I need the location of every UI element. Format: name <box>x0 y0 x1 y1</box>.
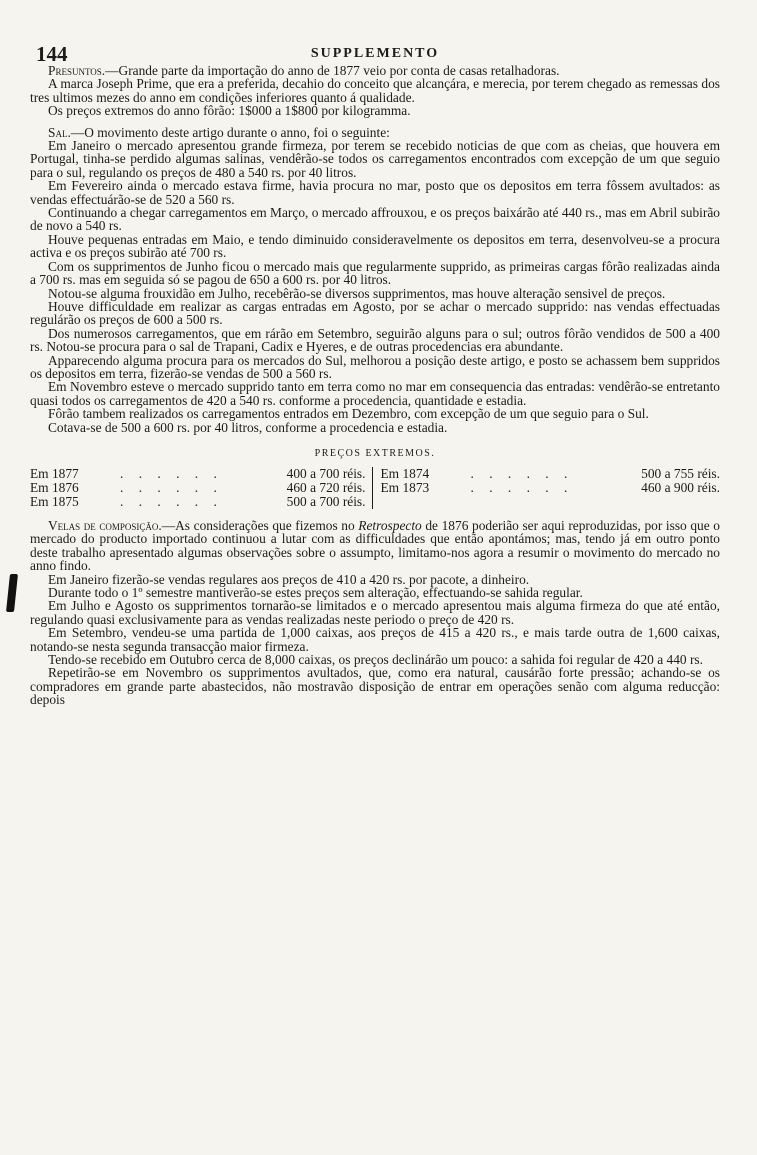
presuntos-paragraph-3: Os preços extremos do anno fôrão: 1$000 a 1$800 por kilogramma. <box>48 103 411 119</box>
price-value: 500 a 700 réis. <box>286 493 366 509</box>
document-page <box>30 42 720 707</box>
price-row <box>381 481 721 495</box>
price-year: Em 1876 <box>30 479 79 495</box>
price-year: Em 1873 <box>380 479 430 495</box>
presuntos-paragraph-1 <box>30 64 720 77</box>
velas-paragraph-1 <box>30 519 720 573</box>
velas-lead: Velas de composição. <box>48 517 162 533</box>
sal-lead: Sal. <box>48 124 71 140</box>
sal-paragraph: Apparecendo alguma procura para os mercados do Sul, melhorou a posição deste artigo, e posto se achassem bem suppridos os depositos em terra, fizerão-se vendas de 500 a 560 rs. <box>30 352 720 381</box>
presuntos-paragraph-2: A marca Joseph Prime, que era a preferida, decahio do conceito que alcançára, e merecia, por terem chegado as remessas dos tres ultimos mezes do anno em condições inferiores quanto á qualidade. <box>30 76 720 105</box>
sal-paragraph: Em Janeiro o mercado apresentou grande firmeza, por terem se recebido noticias de que com as cheias, que houvera em Portugal, tinha-se perdido algumas salinas, vendêrão-se todos os carregamentos encontrados com excepção de um que seguio para o sul, regulando os preços de 480 a 540 rs. por 40 litros. <box>30 138 720 180</box>
sal-paragraph: Continuando a chegar carregamentos em Março, o mercado affrouxou, e os preços baixárão até 440 rs., mas em Abril subirão de novo a 540 rs. <box>30 205 720 234</box>
page-number: 144 <box>36 42 68 66</box>
running-title: SUPPLEMENTO <box>310 46 440 61</box>
price-year: Em 1877 <box>30 465 79 481</box>
velas-paragraph: Tendo-se recebido em Outubro cerca de 8,000 caixas, os preços declinárão um pouco: a sahida foi regular de 420 a 440 rs. <box>48 652 703 668</box>
price-leader: . . . . . . <box>120 466 223 481</box>
sal-paragraph: Com os supprimentos de Junho ficou o mercado mais que regularmente supprido, as primeiras cargas fôrão realizadas ainda a 700 rs. mas em seguida só se pagou de 650 a 600 rs. por 40 litros. <box>30 258 720 288</box>
precos-extremos-title: PREÇOS EXTREMOS. <box>314 447 436 459</box>
price-row <box>30 467 366 481</box>
sal-paragraph: Notou-se alguma frouxidão em Julho, recebêrão-se diversos supprimentos, mas houve alteração sensivel de preços. <box>48 285 666 301</box>
price-row <box>381 467 721 481</box>
sal-paragraph: Em Novembro esteve o mercado supprido tanto em terra como no mar em consequencia das entradas: vendêrão-se entretanto quasi todos os carregamentos de 420 a 540 rs. conforme a procedencia, quantidade e estadia. <box>30 379 720 408</box>
precos-extremos-table <box>30 467 720 509</box>
sal-paragraph: Fôrão tambem realizados os carregamentos entrados em Dezembro, com excepção de um que seguio para o Sul. <box>48 406 649 422</box>
presuntos-lead: Presuntos. <box>48 63 106 78</box>
page-header <box>30 42 720 64</box>
price-leader: . . . . . . <box>470 466 574 481</box>
velas-retrospecto: Retrospecto <box>358 517 422 533</box>
price-row <box>30 495 366 509</box>
price-year: Em 1875 <box>30 493 79 509</box>
sal-paragraph: Em Fevereiro ainda o mercado estava firme, havia procura no mar, posto que os depositos em terra fôssem avultados: as vendas effectuárão-se de 520 a 560 rs. <box>30 178 720 207</box>
price-row <box>30 481 366 495</box>
price-value: 460 a 900 réis. <box>641 479 720 495</box>
price-value: 400 a 700 réis. <box>286 465 366 481</box>
price-value: 500 a 755 réis. <box>641 465 720 481</box>
sal-paragraph: Cotava-se de 500 a 600 rs. por 40 litros, conforme a procedencia e estadia. <box>48 419 448 435</box>
velas-text-a: —As considerações que fizemos no <box>161 517 359 533</box>
velas-text-b: de 1876 poderião ser aqui reproduzidas, por isso que o mercado do producto importado continuou a lutar com as difficuldades que então apontámos; mas, tendo já em outro ponto deste trabalho apresentado algumas observações sobre o assumpto, limitamo-nos agora a resumir o movimento do mercado no anno findo. <box>30 517 720 574</box>
velas-paragraph: Em Setembro, vendeu-se uma partida de 1,000 caixas, aos preços de 415 a 420 rs., e mais tarde outra de 1,600 caixas, notando-se nesta segunda transacção maior firmeza. <box>30 625 720 654</box>
margin-ink-mark <box>6 574 18 612</box>
price-value: 460 a 720 réis. <box>286 479 366 495</box>
price-leader: . . . . . . <box>120 480 223 495</box>
price-leader: . . . . . . <box>470 480 574 495</box>
sal-intro-text: —O movimento deste artigo durante o anno, foi o seguinte: <box>70 124 390 140</box>
presuntos-text-1: —Grande parte da importação do anno de 1877 veio por conta de casas retalhadoras. <box>105 63 560 78</box>
velas-paragraph: Em Julho e Agosto os supprimentos tornarão-se limitados e o mercado apresentou mais alguma firmeza do que até então, regulando quasi exclusivamente para as vendas realizadas neste periodo o preço de 420 rs. <box>30 598 720 627</box>
price-column-right <box>373 467 721 509</box>
velas-paragraph: Durante todo o 1º semestre mantiverão-se estes preços sem alteração, effectuando-se sahida regular. <box>48 585 583 600</box>
velas-paragraph: Repetirão-se em Novembro os supprimentos avultados, que, como era natural, causárão forte pressão; achando-se os compradores em grande parte abastecidos, não mostravão disposição de entrar em operações senão com alguma reducção: depois <box>30 665 720 708</box>
price-leader: . . . . . . <box>120 494 223 509</box>
sal-paragraph: Dos numerosos carregamentos, que em rárão em Setembro, seguirão alguns para o sul; outros fôrão vendidos de 500 a 400 rs. Notou-se procura para o sal de Trapani, Cadix e Hyeres, e de outras procedencias era abundante. <box>30 325 720 355</box>
price-column-left <box>30 467 373 509</box>
sal-intro <box>30 126 720 139</box>
velas-paragraph: Em Janeiro fizerão-se vendas regulares aos preços de 410 a 420 rs. por pacote, a dinheiro. <box>48 571 530 587</box>
sal-paragraph: Houve difficuldade em realizar as cargas entradas em Agosto, por se achar o mercado supprido: nas vendas effectuadas regulárão os preços de 600 a 500 rs. <box>30 298 720 328</box>
price-year: Em 1874 <box>380 465 430 481</box>
sal-paragraph: Houve pequenas entradas em Maio, e tendo diminuido consideravelmente os depositos em terra, desenvolveu-se a procura activa e os preços subirão até 700 rs. <box>30 231 720 261</box>
